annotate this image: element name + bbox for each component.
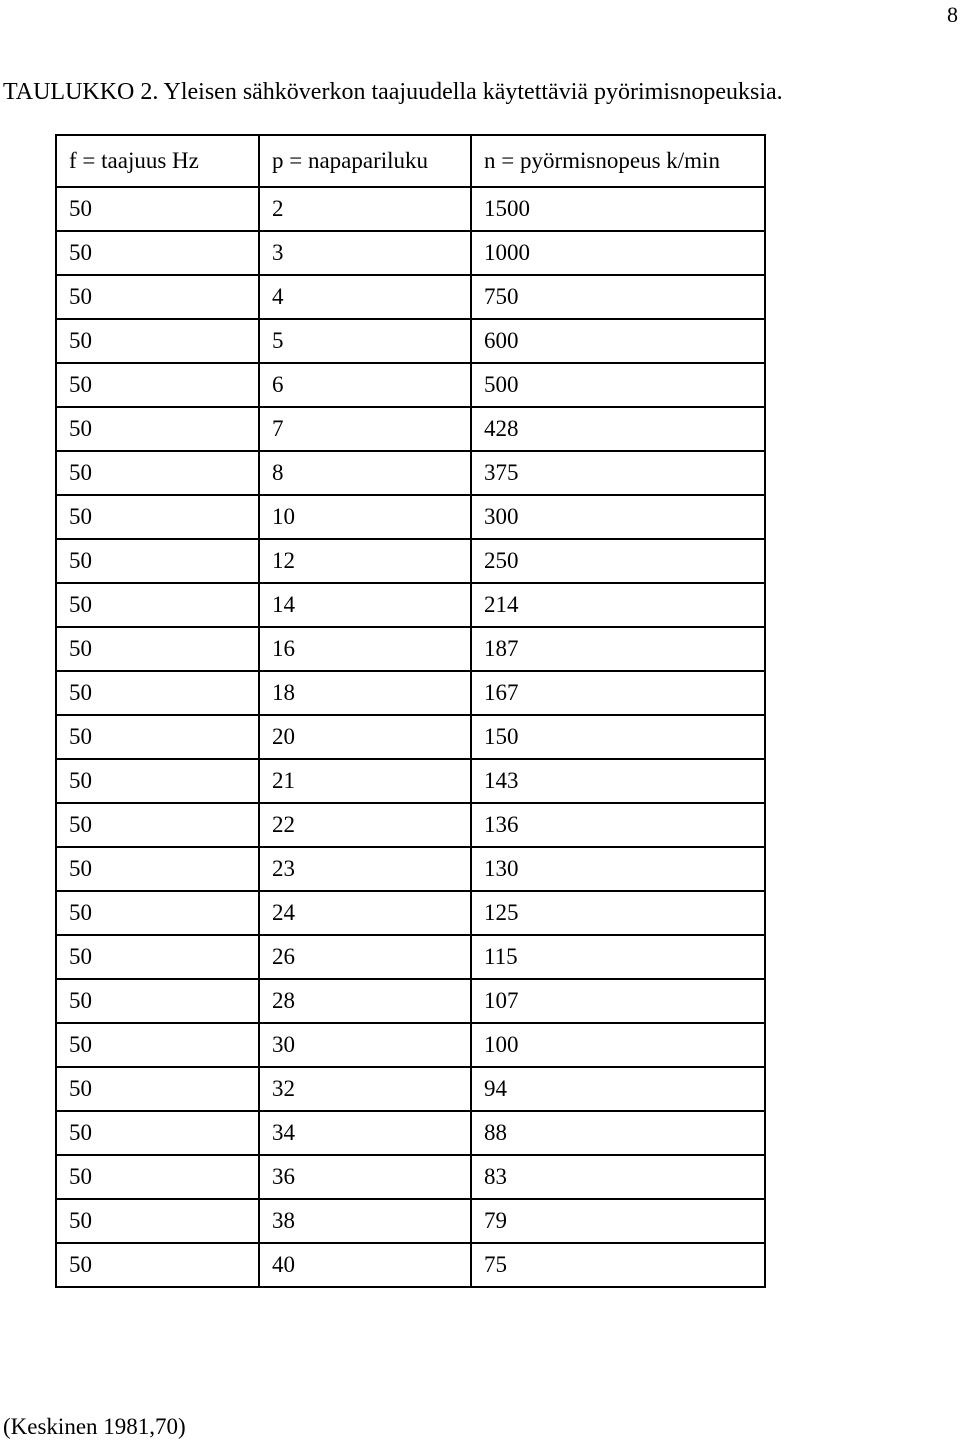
table-row [56, 451, 765, 495]
cell-rotation-speed: 600 [471, 319, 765, 363]
cell-rotation-speed: 143 [471, 759, 765, 803]
cell-rotation-speed: 150 [471, 715, 765, 759]
cell-pole-pairs: 4 [259, 275, 471, 319]
cell-frequency: 50 [56, 583, 259, 627]
cell-rotation-speed: 250 [471, 539, 765, 583]
cell-frequency: 50 [56, 407, 259, 451]
cell-frequency: 50 [56, 363, 259, 407]
cell-frequency: 50 [56, 231, 259, 275]
cell-rotation-speed: 130 [471, 847, 765, 891]
cell-pole-pairs: 38 [259, 1199, 471, 1243]
cell-frequency: 50 [56, 1199, 259, 1243]
table-row [56, 715, 765, 759]
table-row [56, 759, 765, 803]
table-row [56, 979, 765, 1023]
cell-frequency: 50 [56, 451, 259, 495]
cell-rotation-speed: 79 [471, 1199, 765, 1243]
cell-pole-pairs: 7 [259, 407, 471, 451]
table-row [56, 231, 765, 275]
cell-pole-pairs: 32 [259, 1067, 471, 1111]
cell-pole-pairs: 36 [259, 1155, 471, 1199]
table-row [56, 847, 765, 891]
cell-frequency: 50 [56, 979, 259, 1023]
table-row [56, 1067, 765, 1111]
cell-frequency: 50 [56, 847, 259, 891]
table-row [56, 1199, 765, 1243]
table-row [56, 803, 765, 847]
cell-rotation-speed: 115 [471, 935, 765, 979]
table-header-row [56, 135, 765, 187]
cell-rotation-speed: 1500 [471, 187, 765, 231]
table-row [56, 1243, 765, 1287]
cell-pole-pairs: 16 [259, 627, 471, 671]
cell-rotation-speed: 94 [471, 1067, 765, 1111]
cell-rotation-speed: 375 [471, 451, 765, 495]
table-row [56, 363, 765, 407]
cell-pole-pairs: 34 [259, 1111, 471, 1155]
table-row [56, 935, 765, 979]
cell-pole-pairs: 12 [259, 539, 471, 583]
header-rotation-speed: n = pyörmisnopeus k/min [471, 135, 765, 187]
cell-pole-pairs: 3 [259, 231, 471, 275]
cell-rotation-speed: 88 [471, 1111, 765, 1155]
cell-pole-pairs: 40 [259, 1243, 471, 1287]
cell-frequency: 50 [56, 275, 259, 319]
source-citation: (Keskinen 1981,70) [3, 1414, 186, 1439]
cell-frequency: 50 [56, 187, 259, 231]
cell-rotation-speed: 428 [471, 407, 765, 451]
rotation-speed-table [55, 134, 766, 1288]
cell-frequency: 50 [56, 495, 259, 539]
table-row [56, 539, 765, 583]
cell-rotation-speed: 83 [471, 1155, 765, 1199]
cell-pole-pairs: 8 [259, 451, 471, 495]
cell-frequency: 50 [56, 715, 259, 759]
table-row [56, 583, 765, 627]
cell-pole-pairs: 28 [259, 979, 471, 1023]
cell-pole-pairs: 6 [259, 363, 471, 407]
cell-frequency: 50 [56, 1111, 259, 1155]
cell-frequency: 50 [56, 1067, 259, 1111]
cell-pole-pairs: 14 [259, 583, 471, 627]
cell-rotation-speed: 167 [471, 671, 765, 715]
cell-rotation-speed: 125 [471, 891, 765, 935]
cell-frequency: 50 [56, 759, 259, 803]
table-row [56, 1111, 765, 1155]
cell-pole-pairs: 20 [259, 715, 471, 759]
cell-pole-pairs: 22 [259, 803, 471, 847]
header-pole-pairs: p = napapariluku [259, 135, 471, 187]
table-row [56, 319, 765, 363]
cell-frequency: 50 [56, 319, 259, 363]
cell-frequency: 50 [56, 627, 259, 671]
table-caption: TAULUKKO 2. Yleisen sähköverkon taajuudella käytettäviä pyörimisnopeuksia. [3, 79, 783, 105]
table-row [56, 275, 765, 319]
table-body [56, 187, 765, 1287]
cell-rotation-speed: 136 [471, 803, 765, 847]
cell-pole-pairs: 10 [259, 495, 471, 539]
cell-rotation-speed: 100 [471, 1023, 765, 1067]
cell-frequency: 50 [56, 1155, 259, 1199]
cell-rotation-speed: 500 [471, 363, 765, 407]
cell-rotation-speed: 750 [471, 275, 765, 319]
cell-pole-pairs: 5 [259, 319, 471, 363]
table-row [56, 1023, 765, 1067]
cell-frequency: 50 [56, 539, 259, 583]
cell-pole-pairs: 18 [259, 671, 471, 715]
cell-pole-pairs: 30 [259, 1023, 471, 1067]
cell-rotation-speed: 300 [471, 495, 765, 539]
cell-pole-pairs: 21 [259, 759, 471, 803]
table-row [56, 1155, 765, 1199]
cell-frequency: 50 [56, 935, 259, 979]
cell-frequency: 50 [56, 671, 259, 715]
table-row [56, 407, 765, 451]
cell-frequency: 50 [56, 1023, 259, 1067]
table-row [56, 671, 765, 715]
cell-rotation-speed: 187 [471, 627, 765, 671]
cell-pole-pairs: 26 [259, 935, 471, 979]
cell-rotation-speed: 107 [471, 979, 765, 1023]
header-frequency: f = taajuus Hz [56, 135, 259, 187]
cell-pole-pairs: 2 [259, 187, 471, 231]
cell-pole-pairs: 23 [259, 847, 471, 891]
cell-pole-pairs: 24 [259, 891, 471, 935]
cell-rotation-speed: 75 [471, 1243, 765, 1287]
cell-frequency: 50 [56, 891, 259, 935]
table-row [56, 495, 765, 539]
cell-frequency: 50 [56, 803, 259, 847]
cell-rotation-speed: 1000 [471, 231, 765, 275]
cell-rotation-speed: 214 [471, 583, 765, 627]
cell-frequency: 50 [56, 1243, 259, 1287]
page-number: 8 [947, 2, 958, 27]
table-row [56, 627, 765, 671]
table-row [56, 891, 765, 935]
table-row [56, 187, 765, 231]
